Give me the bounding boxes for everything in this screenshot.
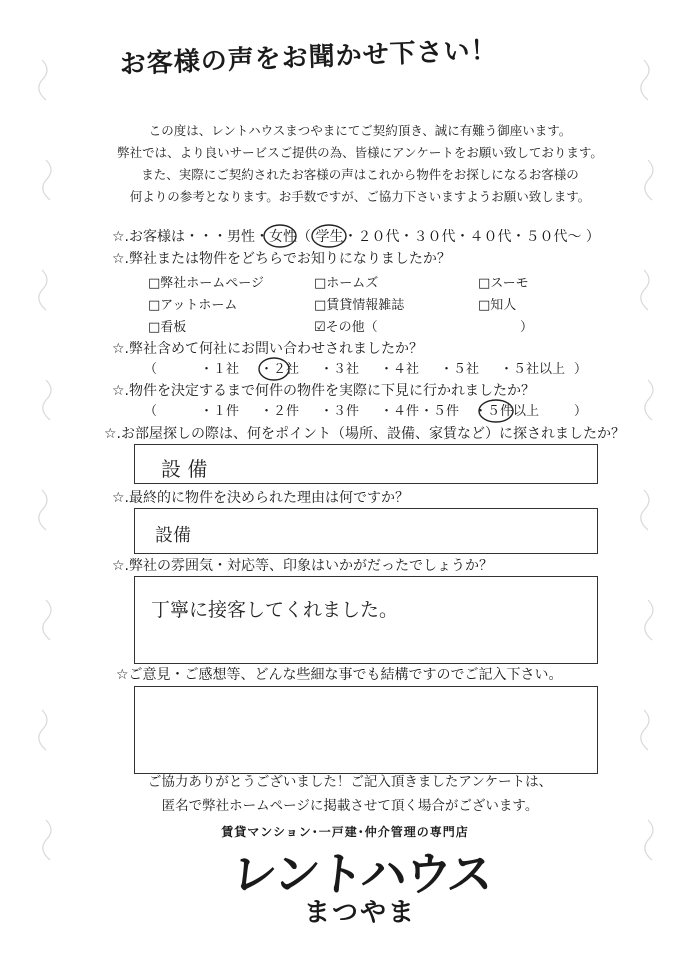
viewing-count-choices xyxy=(144,404,588,420)
choice-5-companies[interactable]: ・５社 xyxy=(440,362,480,377)
question-search-points: ☆.お部屋探しの際は、何をポイント（場所、設備、家賃など）に探されましたか？ xyxy=(104,426,625,442)
page-title: お客様の声をお聞かせ下さい！ xyxy=(119,35,499,80)
option-other-close-paren: ） xyxy=(520,320,534,335)
answer-box-decision-reason[interactable] xyxy=(134,508,598,554)
choice-3-properties[interactable]: ・３件 xyxy=(320,404,360,419)
option-acquaintance[interactable]: □知人 xyxy=(478,298,517,313)
company-logo: レントハウス xyxy=(228,847,495,901)
handwritten-answer: 丁寧に接客してくれました。 xyxy=(151,599,399,621)
option-signboard[interactable]: □看板 xyxy=(148,320,187,335)
choice-4-properties[interactable]: ・４件 xyxy=(380,404,420,419)
handwritten-answer: 設 備 xyxy=(161,457,208,481)
paren-open: （ xyxy=(144,404,158,419)
closing-line: ご協力ありがとうございました！ご記入頂きましたアンケートは、 xyxy=(147,774,553,790)
choice-2-companies[interactable]: ・２社 xyxy=(260,362,300,377)
choice-4-companies[interactable]: ・４社 xyxy=(380,362,420,377)
paren-open: （ xyxy=(144,362,158,377)
handwritten-answer: 設備 xyxy=(155,525,191,546)
answer-box-comments[interactable] xyxy=(134,686,598,774)
choice-5-properties[interactable]: ・５件 xyxy=(420,404,460,419)
option-company-homepage[interactable]: □弊社ホームページ xyxy=(148,276,265,291)
answer-box-search-points[interactable] xyxy=(134,444,598,484)
choice-1-property[interactable]: ・１件 xyxy=(200,404,240,419)
choice-3-companies[interactable]: ・３社 xyxy=(320,362,360,377)
option-homes[interactable]: □ホームズ xyxy=(314,276,379,291)
intro-text xyxy=(100,120,620,208)
choice-5-plus-companies[interactable]: ・５社以上 xyxy=(500,362,566,377)
intro-line: また、実際にご契約されたお客様の声はこれから物件をお探しになるお客様の xyxy=(141,167,579,182)
intro-line: この度は、レントハウスまつやまにてご契約頂き、誠に有難う御座います。 xyxy=(148,123,572,138)
intro-line: 弊社では、より良いサービスご提供の為、皆様にアンケートをお願い致しております。 xyxy=(117,145,603,160)
question-decision-reason: ☆.最終的に物件を決められた理由は何ですか？ xyxy=(112,490,409,506)
choice-1-company[interactable]: ・１社 xyxy=(200,362,240,377)
closing-line: 匿名で弊社ホームページに掲載させて頂く場合がございます。 xyxy=(161,798,539,814)
question-customer-type: ☆.お客様は・・・男性・女性（ 学生・２０代・３０代・４０代・５０代～ ） xyxy=(112,229,600,245)
company-tagline: 賃貸マンション･一戸建･仲介管理の専門店 xyxy=(221,825,469,839)
question-viewing-count: ☆.物件を決定するまで何件の物件を実際に下見に行かれましたか？ xyxy=(112,383,535,399)
right-border-decoration xyxy=(636,40,666,940)
paren-close: ） xyxy=(574,404,588,419)
closing-message xyxy=(100,770,600,818)
question-impression: ☆.弊社の雰囲気・対応等、印象はいかがだったでしょうか？ xyxy=(112,558,493,574)
question-how-found: ☆.弊社または物件をどちらでお知りになりましたか？ xyxy=(112,251,451,267)
choice-2-properties[interactable]: ・２件 xyxy=(260,404,300,419)
answer-box-impression[interactable] xyxy=(134,576,598,664)
paren-close: ） xyxy=(574,362,588,377)
choice-5-plus-properties[interactable]: ・５件以上 xyxy=(474,404,540,419)
intro-line: 何よりの参考となります。お手数ですが、ご協力下さいますようお願い致します。 xyxy=(129,189,591,204)
option-suumo[interactable]: □スーモ xyxy=(478,276,529,291)
option-other-checked[interactable]: ☑その他（ xyxy=(314,320,378,335)
question-comments: ☆ご意見・ご感想等、どんな些細な事でも結構ですのでご記入下さい。 xyxy=(116,667,563,683)
option-rental-magazine[interactable]: □賃貸情報雑誌 xyxy=(314,298,405,313)
option-athome[interactable]: □アットホーム xyxy=(148,298,238,313)
company-logo-subtitle: まつやま xyxy=(303,898,416,928)
left-border-decoration xyxy=(34,40,64,940)
inquiry-count-choices xyxy=(144,362,588,378)
question-inquiry-count: ☆.弊社含めて何社にお問い合わせされましたか？ xyxy=(112,341,423,357)
